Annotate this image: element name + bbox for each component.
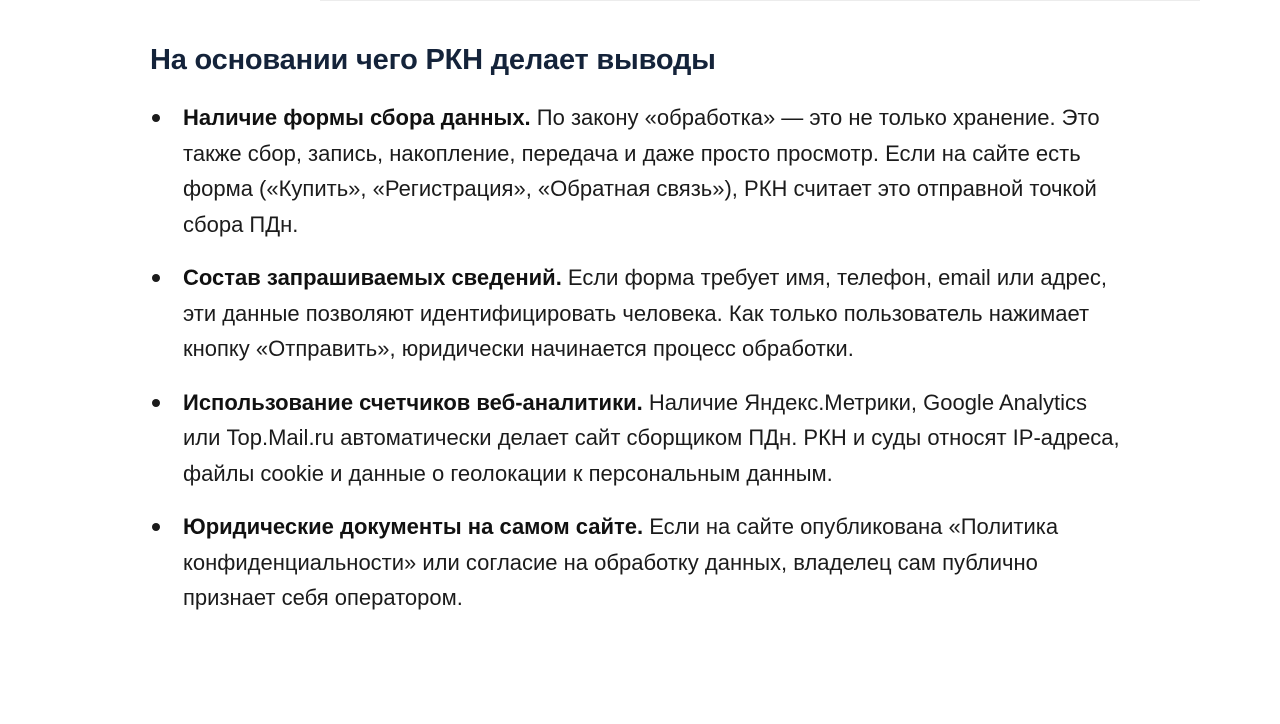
- bullet-dot-icon: [152, 114, 160, 122]
- list-item-text: Наличие Яндекс.Метрики, Google Analytics или Top.Mail.ru автоматически делает сайт сборщиком ПДн. РКН и суды относят IP-адреса, файлы cookie и данные о геолокации к персональным данным.: [183, 389, 1120, 486]
- section-heading: На основании чего РКН делает выводы: [150, 44, 716, 76]
- top-divider: [320, 0, 1200, 1]
- list-item-text: Если на сайте опубликована «Политика конфиденциальности» или согласие на обработку данных, владелец сам публично признает себя оператором.: [183, 514, 1059, 610]
- list-item-lead: Состав запрашиваемых сведений.: [183, 265, 568, 290]
- list-item: [150, 260, 1130, 367]
- article-section: [150, 38, 1130, 616]
- list-item: [150, 385, 1130, 492]
- bullet-dot-icon: [152, 399, 160, 407]
- list-item-text: По закону «обработка» — это не только хранение. Это также сбор, запись, накопление, передача и даже просто просмотр. Если на сайте есть форма («Купить», «Регистрация», «Обратная связь»), РКН считает это отправной точкой сбора ПДн.: [183, 105, 1100, 237]
- bullet-dot-icon: [152, 523, 160, 531]
- list-item-lead: Наличие формы сбора данных.: [183, 105, 537, 130]
- list-item: [150, 100, 1130, 242]
- list-item-lead: Использование счетчиков веб-аналитики.: [183, 389, 649, 415]
- list-item-text: Если форма требует имя, телефон, email или адрес, эти данные позволяют идентифицировать человека. Как только пользователь нажимает кнопку «Отправить», юридически начинается процесс обработки.: [183, 265, 1108, 361]
- bullet-list: [150, 100, 1130, 616]
- list-item-lead: Юридические документы на самом сайте.: [183, 514, 650, 539]
- list-item: [150, 509, 1130, 616]
- bullet-dot-icon: [152, 274, 160, 282]
